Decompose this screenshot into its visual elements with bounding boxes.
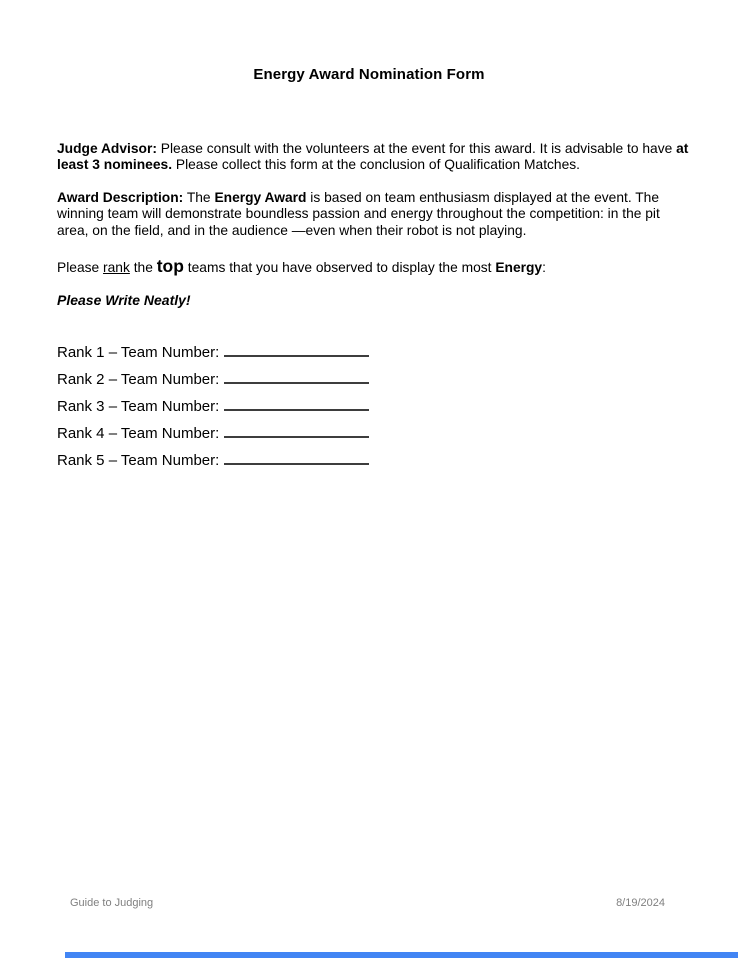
- rank-row-4: [57, 422, 369, 449]
- rank-row-4-team-number-blank: [224, 422, 369, 438]
- judge-advisor-text-1: Please consult with the volunteers at the event for this award. It is advisable to have: [156, 140, 677, 156]
- rank-row-5-label: Rank 5 – Team Number:: [57, 452, 220, 469]
- rank-row-2-label: Rank 2 – Team Number:: [57, 371, 220, 388]
- rank-instruction-text-4: :: [542, 259, 546, 275]
- rank-instruction-text-1: Please: [57, 259, 104, 275]
- rank-instruction-big-word: top: [156, 255, 184, 276]
- rank-row-2-team-number-blank: [224, 368, 369, 384]
- footer-date: 8/19/2024: [616, 897, 665, 909]
- award-description-text-1: The: [183, 189, 215, 205]
- rank-row-3-team-number-blank: [224, 395, 369, 411]
- rank-instruction-bold-word: Energy: [495, 259, 543, 275]
- rank-row-5: [57, 449, 369, 476]
- write-neatly-note: Please Write Neatly!: [57, 292, 191, 308]
- rank-row-3: [57, 395, 369, 422]
- award-description-bold-1: Energy Award: [214, 189, 307, 205]
- award-description-label: Award Description:: [57, 189, 184, 205]
- award-description-paragraph: [57, 190, 691, 240]
- page-footer: [0, 897, 738, 909]
- rank-instruction-paragraph: [57, 255, 691, 277]
- rank-instruction-text-2: the: [129, 259, 157, 275]
- judge-advisor-label: Judge Advisor:: [57, 140, 157, 156]
- rank-list: [57, 341, 369, 476]
- rank-row-1-label: Rank 1 – Team Number:: [57, 344, 220, 361]
- footer-document-name: Guide to Judging: [70, 897, 154, 909]
- rank-instruction-underlined-word: rank: [103, 259, 130, 275]
- rank-row-3-label: Rank 3 – Team Number:: [57, 398, 220, 415]
- judge-advisor-bold-1: at least 3 nominees.: [57, 140, 689, 173]
- rank-row-2: [57, 368, 369, 395]
- judge-advisor-text-2: Please collect this form at the conclusion of Qualification Matches.: [172, 157, 581, 173]
- rank-row-4-label: Rank 4 – Team Number:: [57, 425, 220, 442]
- rank-row-1: [57, 341, 369, 368]
- page-bottom-accent-bar: [65, 952, 738, 958]
- rank-row-5-team-number-blank: [224, 449, 369, 465]
- rank-instruction-text-3: teams that you have observed to display the most: [183, 259, 496, 275]
- award-description-text-2: is based on team enthusiasm displayed at the event. The winning team will demonstrate boundless passion and energy throughout the competition: in the pit area, on the field, and in the audience —even when their robot is not playing.: [57, 189, 660, 238]
- page-title: Energy Award Nomination Form: [253, 66, 485, 83]
- judge-advisor-paragraph: [57, 141, 691, 174]
- rank-row-1-team-number-blank: [224, 341, 369, 357]
